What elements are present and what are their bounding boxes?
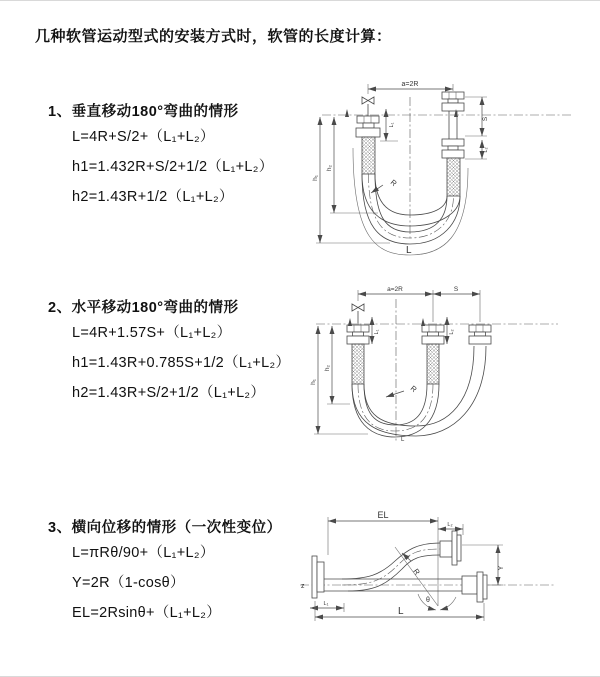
section-1-heading: 1、垂直移动180°弯曲的情形 [48, 104, 239, 120]
hose-s-curve [342, 543, 440, 591]
diagram-vertical-180-bend [310, 73, 585, 263]
label-h1: h₁ [312, 175, 319, 181]
label-l1: L₁ [374, 329, 380, 335]
dimension-l1 [380, 109, 398, 141]
braided-hose-left [362, 137, 375, 174]
angle-theta [418, 594, 456, 610]
fitting-left [356, 116, 380, 174]
diagram-lateral-displacement [298, 509, 598, 649]
valve-icon [362, 97, 374, 116]
flange-right-upper [440, 531, 461, 565]
label-h1: h₁ [310, 379, 317, 385]
radius-callout [386, 384, 419, 397]
dimension-s [465, 97, 489, 136]
up-arrow-left [345, 109, 349, 117]
section-3-heading: 3、横向位移的情形（一次性变位） [48, 520, 282, 536]
dimension-l2 [438, 522, 463, 535]
fitting-middle [422, 325, 444, 384]
label-h2: h₂ [324, 364, 331, 372]
braided-hose-middle [427, 344, 439, 384]
label-l: L [398, 606, 404, 617]
section-vertical-move [48, 102, 274, 212]
formula-h1: h1=1.43R+0.785S+1/2（L₁+L₂） [72, 355, 291, 371]
dimension-l1 [372, 317, 380, 344]
section-horizontal-move [48, 298, 290, 408]
label-l: L [401, 437, 405, 443]
dimension-a2r [368, 81, 453, 94]
label-l1: L₁ [323, 601, 329, 607]
formula-L: L=4R+1.57S+（L₁+L₂） [72, 325, 232, 341]
label-r: R [408, 383, 419, 395]
page-title: 几种软管运动型式的安装方式时，软管的长度计算： [35, 28, 392, 45]
label-y: Y [498, 565, 505, 571]
fitting-right [469, 325, 491, 344]
hose-u-curves [352, 346, 486, 437]
formula-L: L=4R+S/2+（L₁+L₂） [72, 129, 215, 145]
label-el: EL [377, 510, 389, 520]
break-mark: z [301, 583, 305, 590]
label-l1: L₁ [389, 122, 395, 128]
up-arrow-middle [421, 318, 425, 326]
dimension-l [315, 601, 484, 621]
label-l2: L₂ [449, 329, 455, 335]
formula-h1: h1=1.432R+S/2+1/2（L₁+L₂） [72, 159, 274, 175]
braided-hose-left [352, 344, 364, 384]
dimension-l2 [447, 317, 455, 344]
label-l2: L₂ [483, 147, 489, 153]
dimension-h2 [324, 326, 350, 404]
formula-L: L=πRθ/90+（L₁+L₂） [72, 545, 215, 561]
label-a2r: a=2R [401, 81, 419, 88]
up-arrow-left [348, 318, 352, 326]
label-h2: h₂ [326, 164, 333, 172]
formula-EL: EL=2Rsinθ+（L₁+L₂） [72, 605, 222, 621]
formula-h2: h2=1.43R+1/2（L₁+L₂） [72, 189, 234, 205]
label-s: S [482, 116, 489, 122]
dimension-a2r [358, 286, 433, 322]
flange-left [312, 556, 324, 598]
dimension-s [433, 286, 480, 322]
dimension-el [328, 510, 438, 606]
label-r: R [388, 177, 399, 189]
fitting-right [442, 92, 464, 196]
valve-icon [352, 304, 364, 325]
diagram-horizontal-180-bend [308, 284, 593, 459]
section-lateral-displacement [48, 518, 282, 628]
dimension-l2 [465, 140, 489, 159]
braided-hose-right [447, 158, 460, 196]
formula-h2: h2=1.43R+S/2+1/2（L₁+L₂） [72, 385, 266, 401]
label-s: S [453, 286, 459, 293]
label-r: R [411, 566, 422, 577]
flange-right-lower [462, 572, 487, 602]
formula-Y: Y=2R（1-cosθ） [72, 575, 185, 591]
radius-construction [395, 547, 438, 606]
label-l: L [406, 245, 412, 256]
section-2-heading: 2、水平移动180°弯曲的情形 [48, 300, 239, 316]
label-theta: θ [426, 597, 430, 604]
label-l2: L₂ [447, 522, 453, 528]
label-a2r: a=2R [387, 286, 403, 293]
fitting-left [347, 325, 369, 384]
